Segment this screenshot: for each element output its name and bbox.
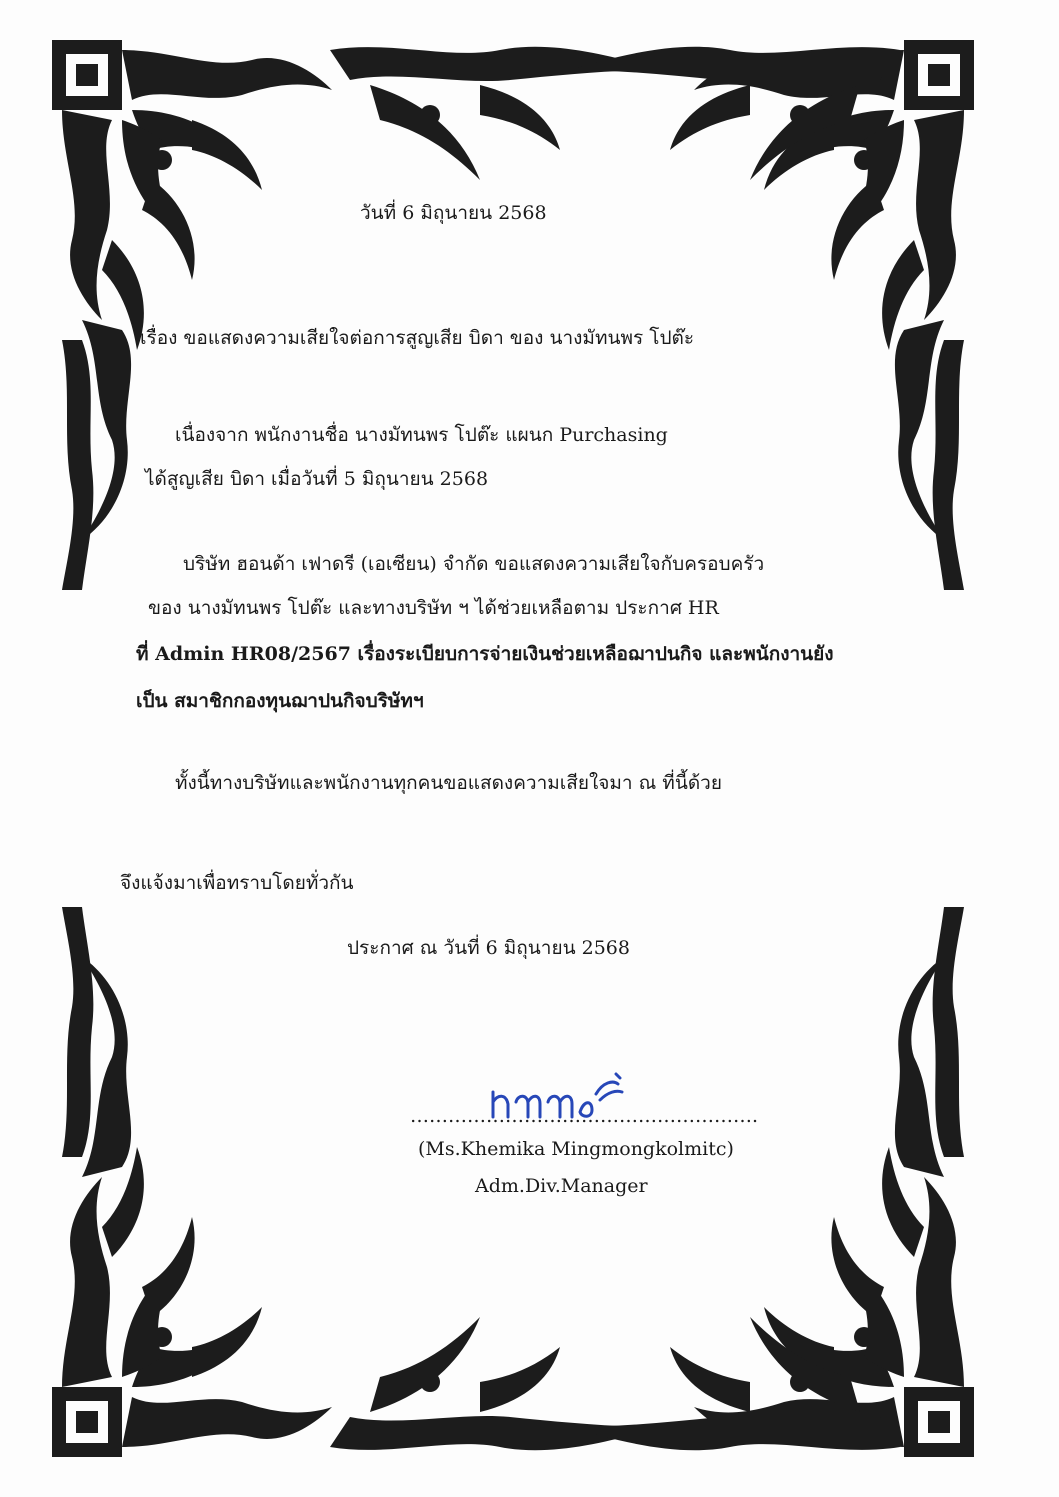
paragraph-2-line-4: เป็น สมาชิกกองทุนฌาปนกิจบริษัทฯ bbox=[136, 690, 424, 712]
announcement-date: ประกาศ ณ วันที่ 6 มิถุนายน 2568 bbox=[347, 937, 630, 959]
subject-line: เรื่อง ขอแสดงความเสียใจต่อการสูญเสีย บิดา ของ นางมัทนพร โปต๊ะ bbox=[140, 327, 695, 349]
paragraph-3: ทั้งนี้ทางบริษัทและพนักงานทุกคนขอแสดงความเสียใจมา ณ ที่นี้ด้วย bbox=[175, 772, 722, 794]
notice-line: จึงแจ้งมาเพื่อทราบโดยทั่วกัน bbox=[120, 872, 354, 894]
thai-ornament-top-center-right bbox=[560, 40, 900, 190]
signer-name: (Ms.Khemika Mingmongkolmitc) bbox=[418, 1138, 734, 1160]
paragraph-1-line-1: เนื่องจาก พนักงานชื่อ นางมัทนพร โปต๊ะ แผนก Purchasing bbox=[175, 424, 668, 446]
thai-ornament-bottom-left bbox=[52, 897, 342, 1457]
signer-title: Adm.Div.Manager bbox=[475, 1175, 648, 1197]
thai-ornament-bottom-center-right bbox=[560, 1307, 900, 1457]
paragraph-2-line-3: ที่ Admin HR08/2567 เรื่องระเบียบการจ่ายเงินช่วยเหลือฌาปนกิจ และพนักงานยัง bbox=[136, 643, 834, 665]
thai-ornament-top-left bbox=[52, 40, 342, 600]
paragraph-2-line-1: บริษัท ฮอนด้า เฟาดรี (เอเซียน) จำกัด ขอแสดงความเสียใจกับครอบครัว bbox=[183, 553, 765, 575]
document-date: วันที่ 6 มิถุนายน 2568 bbox=[360, 202, 547, 224]
paragraph-1-line-2: ได้สูญเสีย บิดา เมื่อวันที่ 5 มิถุนายน 2568 bbox=[145, 468, 489, 490]
paragraph-2-line-2: ของ นางมัทนพร โปต๊ะ และทางบริษัท ฯ ได้ช่วยเหลือตาม ประกาศ HR bbox=[148, 597, 719, 619]
signature-line: ………………………………………………. bbox=[410, 1105, 759, 1127]
